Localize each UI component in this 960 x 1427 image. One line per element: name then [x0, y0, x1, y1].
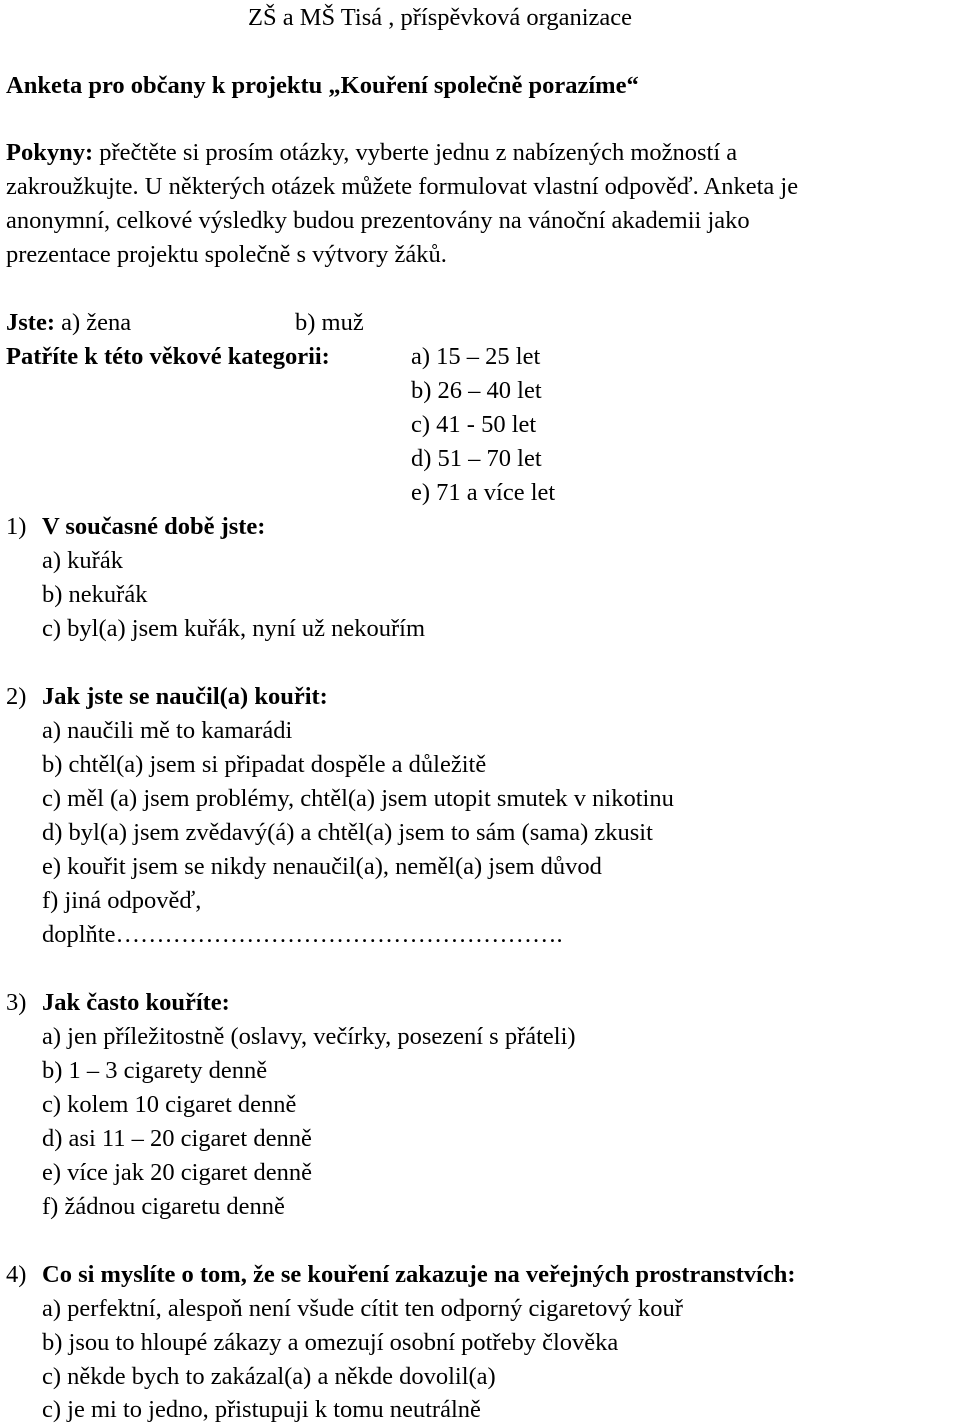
question-1-option-a[interactable]: a) kuřák	[42, 547, 123, 574]
question-text: Jak často kouříte:	[42, 989, 230, 1016]
question-number: 2)	[6, 683, 27, 710]
gender-label: Jste:	[6, 309, 55, 336]
age-option-e[interactable]: e) 71 a více let	[411, 479, 556, 506]
question-4-option-c[interactable]: c) někde bych to zakázal(a) a někde dovolil(a)	[42, 1363, 496, 1390]
age-option-d[interactable]: d) 51 – 70 let	[411, 445, 542, 472]
question-4-option-b[interactable]: b) jsou to hloupé zákazy a omezují osobní potřeby člověka	[42, 1329, 619, 1356]
question-2-option-e[interactable]: e) kouřit jsem se nikdy nenaučil(a), neměl(a) jsem důvod	[42, 853, 602, 880]
question-2-header	[0, 680, 960, 714]
question-2-option-b[interactable]: b) chtěl(a) jsem si připadat dospěle a důležitě	[42, 751, 487, 778]
gender-row	[6, 306, 131, 340]
gender-option-b[interactable]: b) muž	[295, 309, 364, 336]
question-2-option-d[interactable]: d) byl(a) jsem zvědavý(á) a chtěl(a) jsem to sám (sama) zkusit	[42, 819, 653, 846]
question-text: Jak jste se naučil(a) kouřit:	[42, 683, 328, 710]
question-2-fill-in[interactable]: doplňte……………………………………………….	[42, 921, 563, 948]
instructions-text: přečtěte si prosím otázky, vyberte jednu z nabízených možností a	[93, 139, 738, 166]
question-3-option-d[interactable]: d) asi 11 – 20 cigaret denně	[42, 1125, 312, 1152]
question-3-header	[0, 986, 960, 1020]
question-number: 4)	[6, 1261, 27, 1288]
instructions-line-3: anonymní, celkové výsledky budou prezentovány na vánoční akademii jako	[6, 207, 750, 234]
question-number: 3)	[6, 989, 27, 1016]
age-option-c[interactable]: c) 41 - 50 let	[411, 411, 537, 438]
question-4-header	[0, 1258, 960, 1292]
question-3-option-e[interactable]: e) více jak 20 cigaret denně	[42, 1159, 313, 1186]
gender-option-a[interactable]: a) žena	[61, 309, 132, 336]
age-label: Patříte k této věkové kategorii:	[6, 343, 330, 370]
question-3-option-f[interactable]: f) žádnou cigaretu denně	[42, 1193, 285, 1220]
question-4-option-d[interactable]: c) je mi to jedno, přistupuji k tomu neutrálně	[42, 1396, 481, 1423]
question-text: Co si myslíte o tom, že se kouření zakazuje na veřejných prostranstvích:	[42, 1261, 796, 1288]
question-3-option-a[interactable]: a) jen příležitostně (oslavy, večírky, posezení s přáteli)	[42, 1023, 576, 1050]
question-3-option-b[interactable]: b) 1 – 3 cigarety denně	[42, 1057, 268, 1084]
instructions-label: Pokyny:	[6, 139, 94, 166]
survey-title: Anketa pro občany k projektu „Kouření společně porazíme“	[6, 72, 639, 99]
organization-header: ZŠ a MŠ Tisá , příspěvková organizace	[248, 4, 633, 31]
instructions-line-4: prezentace projektu společně s výtvory žáků.	[6, 241, 447, 268]
question-1-header	[0, 510, 960, 544]
question-2-option-a[interactable]: a) naučili mě to kamarádi	[42, 717, 293, 744]
instructions-line-2: zakroužkujte. U některých otázek můžete formulovat vlastní odpověď. Anketa je	[6, 173, 799, 200]
age-option-a[interactable]: a) 15 – 25 let	[411, 343, 541, 370]
instructions-line-1	[6, 136, 737, 170]
question-4-option-a[interactable]: a) perfektní, alespoň není všude cítit ten odporný cigaretový kouř	[42, 1295, 683, 1322]
question-1-option-b[interactable]: b) nekuřák	[42, 581, 148, 608]
question-number: 1)	[6, 513, 27, 540]
question-1-option-c[interactable]: c) byl(a) jsem kuřák, nyní už nekouřím	[42, 615, 426, 642]
question-2-option-f[interactable]: f) jiná odpověď,	[42, 887, 202, 914]
age-option-b[interactable]: b) 26 – 40 let	[411, 377, 542, 404]
question-text: V současné době jste:	[42, 513, 266, 540]
question-3-option-c[interactable]: c) kolem 10 cigaret denně	[42, 1091, 297, 1118]
question-2-option-c[interactable]: c) měl (a) jsem problémy, chtěl(a) jsem utopit smutek v nikotinu	[42, 785, 674, 812]
